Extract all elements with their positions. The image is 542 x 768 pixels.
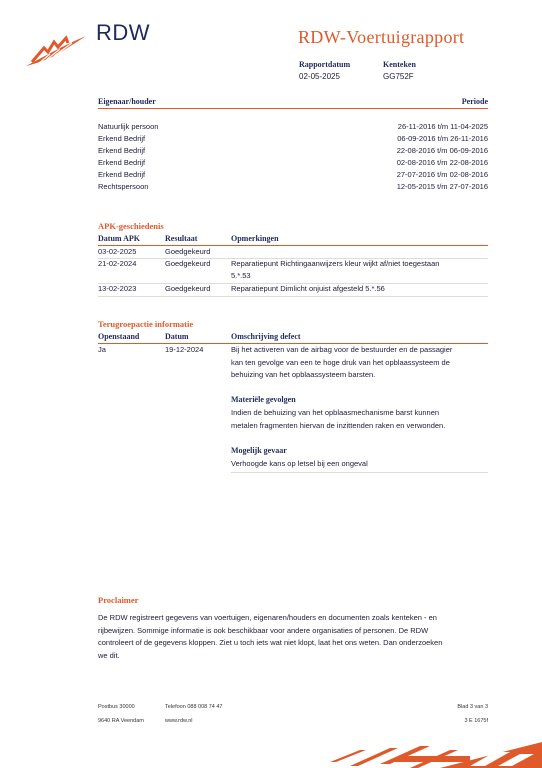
apk-result: Goedgekeurd bbox=[165, 259, 211, 268]
period-cell: 02-08-2016 t/m 22-08-2016 bbox=[396, 158, 488, 167]
apk-remarks: Reparatiepunt Dimlicht onjuist afgesteld 5.*.56 bbox=[231, 284, 385, 293]
apk-col-remarks: Opmerkingen bbox=[231, 234, 279, 243]
owners-col-period: Periode bbox=[461, 97, 488, 106]
recall-col-desc: Omschrijving defect bbox=[231, 332, 301, 341]
apk-date: 21-02-2024 bbox=[98, 259, 137, 268]
text-line: De RDW registreert gegevens van voertuigen, eigenaren/houders en documenten zoals kenteken - en bbox=[98, 613, 437, 622]
desc-line: behuizing van het opblaassysteem barsten. bbox=[231, 370, 376, 379]
text-line: controleert of de gegevens kloppen. Ziet u toch iets wat niet klopt, laat het ons weten. Dan onderzoeken bbox=[98, 638, 443, 647]
materiele-gevolgen-text bbox=[231, 407, 491, 432]
text-line: rijbewijzen. Sommige informatie is ook beschikbaar voor andere organisaties of personen. De RDW bbox=[98, 625, 429, 635]
recall-open: Ja bbox=[98, 345, 106, 354]
owner-cell: Erkend Bedrijf bbox=[98, 170, 146, 179]
row-divider bbox=[231, 472, 488, 473]
proclaimer-text bbox=[98, 612, 498, 662]
text-line: we dit. bbox=[98, 650, 120, 660]
text-line: metalen fragmenten hiervan de inzittenden raken en verwonden. bbox=[231, 420, 446, 430]
apk-remarks-cont: 5.*.53 bbox=[231, 271, 251, 280]
apk-date: 13-02-2023 bbox=[98, 284, 137, 293]
owner-cell: Natuurlijk persoon bbox=[98, 122, 159, 131]
apk-col-date: Datum APK bbox=[98, 234, 140, 243]
proclaimer-title: Proclaimer bbox=[98, 595, 139, 605]
owner-cell: Erkend Bedrijf bbox=[98, 134, 146, 143]
page-title: RDW-Voertuigrapport bbox=[298, 27, 465, 47]
footer-page: Blad 3 van 3 bbox=[457, 704, 488, 710]
footer-arrows-icon bbox=[320, 742, 542, 768]
apk-remarks: Reparatiepunt Richtingaanwijzers kleur wijkt af/niet toegestaan bbox=[231, 259, 440, 268]
mogelijk-gevaar-title: Mogelijk gevaar bbox=[231, 446, 287, 455]
table-row bbox=[98, 121, 488, 133]
logo-text: RDW bbox=[96, 20, 151, 45]
rapportdatum-value: 02-05-2025 bbox=[299, 72, 340, 81]
footer-website[interactable]: www.rdw.nl bbox=[165, 718, 193, 724]
desc-line: Bij het activeren van de airbag voor de bestuurder en de passagier bbox=[231, 345, 453, 354]
owner-cell: Erkend Bedrijf bbox=[98, 158, 146, 167]
table-row bbox=[98, 169, 488, 181]
recall-description bbox=[231, 344, 491, 382]
owners-col-owner: Eigenaar/houder bbox=[98, 97, 156, 106]
footer-telefoon: Telefoon 088 008 74 47 bbox=[165, 704, 223, 710]
text-line: Indien de behuizing van het opblaasmechanisme barst kunnen bbox=[231, 408, 440, 417]
period-cell: 12-05-2015 t/m 27-07-2016 bbox=[396, 182, 488, 191]
table-row bbox=[98, 133, 488, 145]
apk-result: Goedgekeurd bbox=[165, 247, 211, 256]
apk-date: 03-02-2025 bbox=[98, 247, 137, 256]
materiele-gevolgen-title: Materiële gevolgen bbox=[231, 395, 296, 404]
apk-section-title: APK-geschiedenis bbox=[98, 221, 164, 231]
desc-line: kan ten gevolge van een te hoge druk van het opblaassysteem de bbox=[231, 357, 450, 367]
apk-divider bbox=[98, 245, 488, 246]
mogelijk-gevaar-text: Verhoogde kans op letsel bij een ongeval bbox=[231, 459, 368, 468]
period-cell: 22-08-2016 t/m 06-09-2016 bbox=[396, 146, 488, 155]
footer-code: 3 E 1675f bbox=[464, 718, 488, 724]
kenteken-value: GG752F bbox=[383, 72, 414, 81]
table-row bbox=[98, 145, 488, 157]
owner-cell: Erkend Bedrijf bbox=[98, 146, 146, 155]
recall-col-date: Datum bbox=[165, 332, 189, 341]
table-row bbox=[98, 157, 488, 169]
footer-postbus: Postbus 30000 bbox=[98, 704, 135, 710]
period-cell: 06-09-2016 t/m 26-11-2016 bbox=[397, 134, 488, 143]
kenteken-label: Kenteken bbox=[383, 60, 416, 69]
period-cell: 26-11-2016 t/m 11-04-2025 bbox=[397, 122, 488, 131]
rdw-feather-logo-icon bbox=[24, 34, 88, 68]
recall-col-open: Openstaand bbox=[98, 332, 140, 341]
apk-result: Goedgekeurd bbox=[165, 284, 211, 293]
period-cell: 27-07-2016 t/m 02-08-2016 bbox=[396, 170, 488, 179]
table-row bbox=[98, 181, 488, 193]
apk-col-result: Resultaat bbox=[165, 234, 198, 243]
footer-postcode: 9640 RA Veendam bbox=[98, 718, 144, 724]
recall-date: 19-12-2024 bbox=[165, 345, 204, 354]
owner-cell: Rechtspersoon bbox=[98, 182, 149, 191]
row-divider bbox=[98, 296, 488, 297]
rapportdatum-label: Rapportdatum bbox=[299, 60, 351, 69]
recall-section-title: Terugroepactie informatie bbox=[98, 319, 194, 329]
owners-divider bbox=[98, 108, 488, 109]
